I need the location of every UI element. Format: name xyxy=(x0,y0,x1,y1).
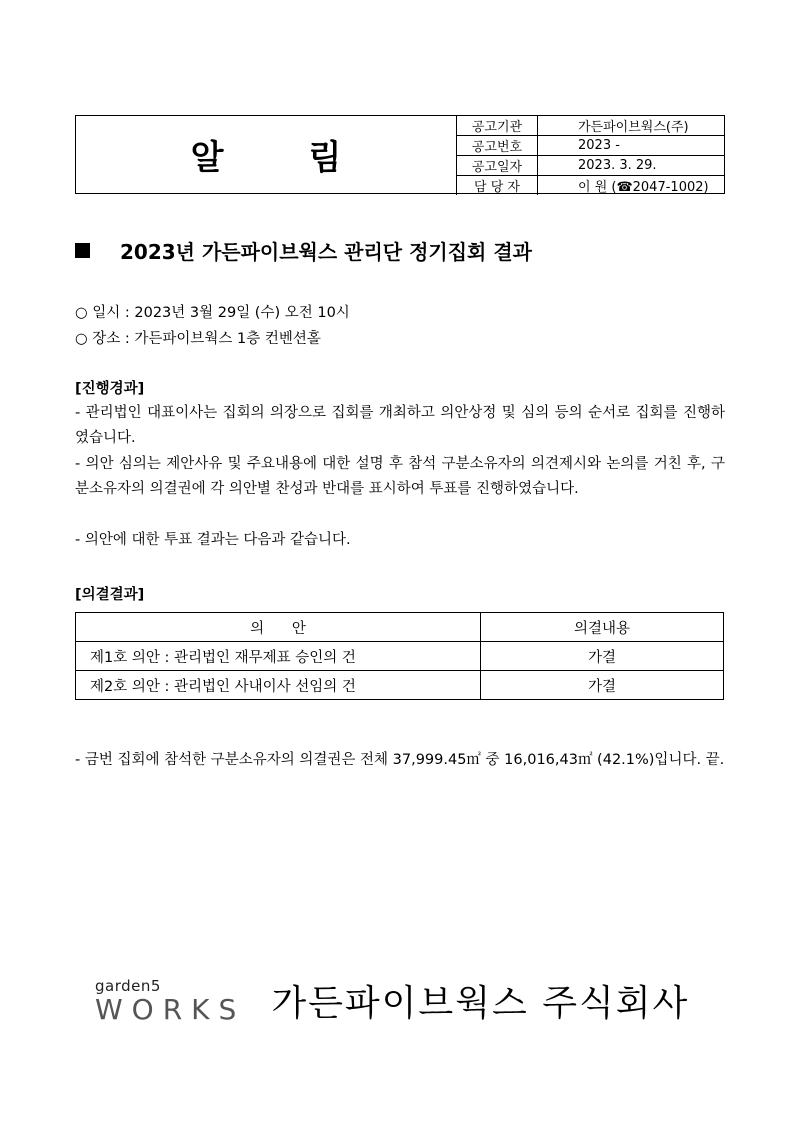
footer xyxy=(95,975,689,1026)
info-row xyxy=(457,116,725,136)
info-row xyxy=(457,176,725,196)
info-value: 2023. 3. 29. xyxy=(538,156,725,176)
resolution-item: 제1호 의안 : 관리법인 재무제표 승인의 건 xyxy=(76,642,481,671)
company-name: 가든파이브웍스 주식회사 xyxy=(271,983,690,1024)
table-header-row xyxy=(76,613,724,642)
info-value: 이 원 (☎2047-1002) xyxy=(538,176,725,196)
table-row xyxy=(76,642,724,671)
resolution-heading: [의결결과] xyxy=(75,587,145,603)
column-header-item: 의 안 xyxy=(76,613,481,642)
resolution-item: 제2호 의안 : 관리법인 사내이사 선임의 건 xyxy=(76,671,481,700)
info-label: 공고기관 xyxy=(457,116,538,136)
progress-heading: [진행경과] xyxy=(75,381,145,397)
info-row xyxy=(457,136,725,156)
notice-title xyxy=(76,116,456,193)
progress-paragraph-1: - 관리법인 대표이사는 집회의 의장으로 집회를 개최하고 의안상정 및 심의 등의 순서로 집회를 진행하였습니다. xyxy=(75,405,725,446)
logo-bottom-text: WORKS xyxy=(95,992,246,1026)
document-title-text: 2023년 가든파이브웍스 관리단 정기집회 결과 xyxy=(120,240,532,264)
document-title xyxy=(75,236,532,265)
info-value: 2023 - xyxy=(538,136,725,156)
progress-paragraph-3: - 의안에 대한 투표 결과는 다음과 같습니다. xyxy=(75,532,351,548)
notice-title-part2: 림 xyxy=(308,138,342,178)
logo-top-text: garden5 xyxy=(95,976,161,995)
company-logo xyxy=(95,977,245,1025)
meeting-datetime: ○ 일시 : 2023년 3월 29일 (수) 오전 10시 xyxy=(75,305,350,321)
column-header-result: 의결내용 xyxy=(481,613,724,642)
square-bullet-icon xyxy=(75,243,90,258)
resolution-result: 가결 xyxy=(481,642,724,671)
info-label: 공고일자 xyxy=(457,156,538,176)
meeting-place: ○ 장소 : 가든파이브웍스 1층 컨벤션홀 xyxy=(75,331,321,347)
resolution-result: 가결 xyxy=(481,671,724,700)
info-label: 담 당 자 xyxy=(457,176,538,196)
info-row xyxy=(457,156,725,176)
closing-statement: - 금번 집회에 참석한 구분소유자의 의결권은 전체 37,999.45㎡ 중 16,016,43㎡ (42.1%)입니다. 끝. xyxy=(75,752,725,768)
progress-paragraph-2: - 의안 심의는 제안사유 및 주요내용에 대한 설명 후 참석 구분소유자의 의견제시와 논의를 거친 후, 구분소유자의 의결권에 각 의안별 찬성과 반대를 표시하여 투표를 진행하였습니다. xyxy=(75,456,725,497)
info-value: 가든파이브웍스(주) xyxy=(538,116,725,136)
table-row xyxy=(76,671,724,700)
notice-title-part1: 알 xyxy=(190,138,224,178)
notice-info-table xyxy=(456,116,724,195)
resolution-table xyxy=(75,612,724,700)
info-label: 공고번호 xyxy=(457,136,538,156)
notice-header-box xyxy=(75,115,725,194)
